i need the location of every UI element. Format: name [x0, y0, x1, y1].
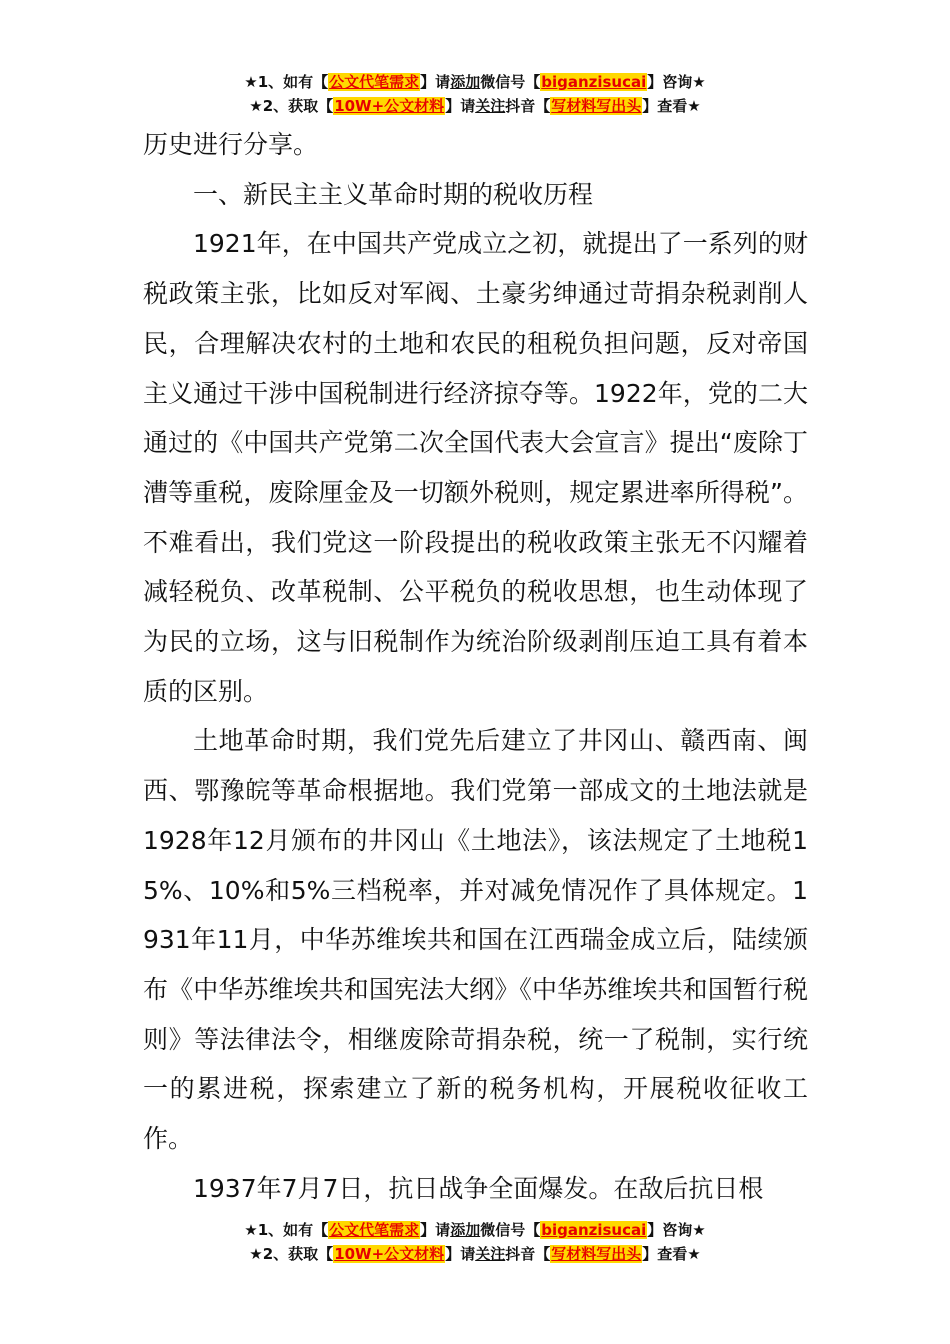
promo-emphasis: 关注: [475, 97, 506, 115]
promo-highlight: 公文代笔需求: [329, 73, 420, 91]
promo-highlight: biganzisucai: [541, 1221, 647, 1239]
promo-text: ★2、获取【: [249, 97, 334, 115]
promo-text: 】请: [420, 1221, 451, 1239]
promo-text: 】请: [420, 73, 451, 91]
promo-text: 】请: [445, 1245, 476, 1263]
promo-line-2: [0, 94, 950, 118]
promo-highlight: 公文代笔需求: [329, 1221, 420, 1239]
promo-highlight: biganzisucai: [541, 73, 647, 91]
footer-promo-banner: [0, 1218, 950, 1266]
promo-emphasis: 添加: [450, 73, 481, 91]
promo-text: 】查看★: [642, 97, 701, 115]
document-body: [143, 120, 808, 1213]
promo-text: 】查看★: [642, 1245, 701, 1263]
promo-text: ★2、获取【: [249, 1245, 334, 1263]
promo-emphasis: 关注: [475, 1245, 506, 1263]
promo-highlight: 写材料写出头: [551, 1245, 642, 1263]
paragraph: 土地革命时期，我们党先后建立了井冈山、赣西南、闽西、鄂豫皖等革命根据地。我们党第一部成文的土地法就是1928年12月颁布的井冈山《土地法》，该法规定了土地税15%、10%和5%三档税率，并对减免情况作了具体规定。1931年11月，中华苏维埃共和国在江西瑞金成立后，陆续颁布《中华苏维埃共和国宪法大纲》《中华苏维埃共和国暂行税则》等法律法令，相继废除苛捐杂税，统一了税制，实行统一的累进税，探索建立了新的税务机构，开展税收征收工作。: [143, 726, 808, 1154]
promo-highlight: 10W+公文材料: [334, 97, 445, 115]
promo-text: 微信号【: [480, 1221, 541, 1239]
paragraph: 1937年7月7日，抗日战争全面爆发。在敌后抗日根: [193, 1173, 764, 1203]
paragraph: 1921年，在中国共产党成立之初，就提出了一系列的财税政策主张，比如反对军阀、土豪劣绅通过苛捐杂税剥削人民，合理解决农村的土地和农民的租税负担问题，反对帝国主义通过干涉中国税制进行经济掠夺等。1922年，党的二大通过的《中国共产党第二次全国代表大会宣言》提出“废除丁漕等重税，废除厘金及一切额外税则，规定累进率所得税”。不难看出，我们党这一阶段提出的税收政策主张无不闪耀着减轻税负、改革税制、公平税负的税收思想，也生动体现了为民的立场，这与旧税制作为统治阶级剥削压迫工具有着本质的区别。: [143, 229, 808, 706]
promo-text: 抖音【: [505, 97, 551, 115]
promo-text: ★1、如有【: [244, 73, 329, 91]
promo-line-1: [0, 70, 950, 94]
promo-text: 】请: [445, 97, 476, 115]
promo-line-2: [0, 1242, 950, 1266]
paragraph: 历史进行分享。: [143, 130, 319, 159]
promo-text: 微信号【: [480, 73, 541, 91]
promo-highlight: 写材料写出头: [551, 97, 642, 115]
promo-text: 抖音【: [505, 1245, 551, 1263]
promo-emphasis: 添加: [450, 1221, 481, 1239]
promo-text: 】咨询★: [647, 73, 706, 91]
promo-text: ★1、如有【: [244, 1221, 329, 1239]
promo-line-1: [0, 1218, 950, 1242]
promo-highlight: 10W+公文材料: [334, 1245, 445, 1263]
header-promo-banner: [0, 70, 950, 118]
section-heading: 一、新民主主义革命时期的税收历程: [193, 179, 594, 209]
promo-text: 】咨询★: [647, 1221, 706, 1239]
